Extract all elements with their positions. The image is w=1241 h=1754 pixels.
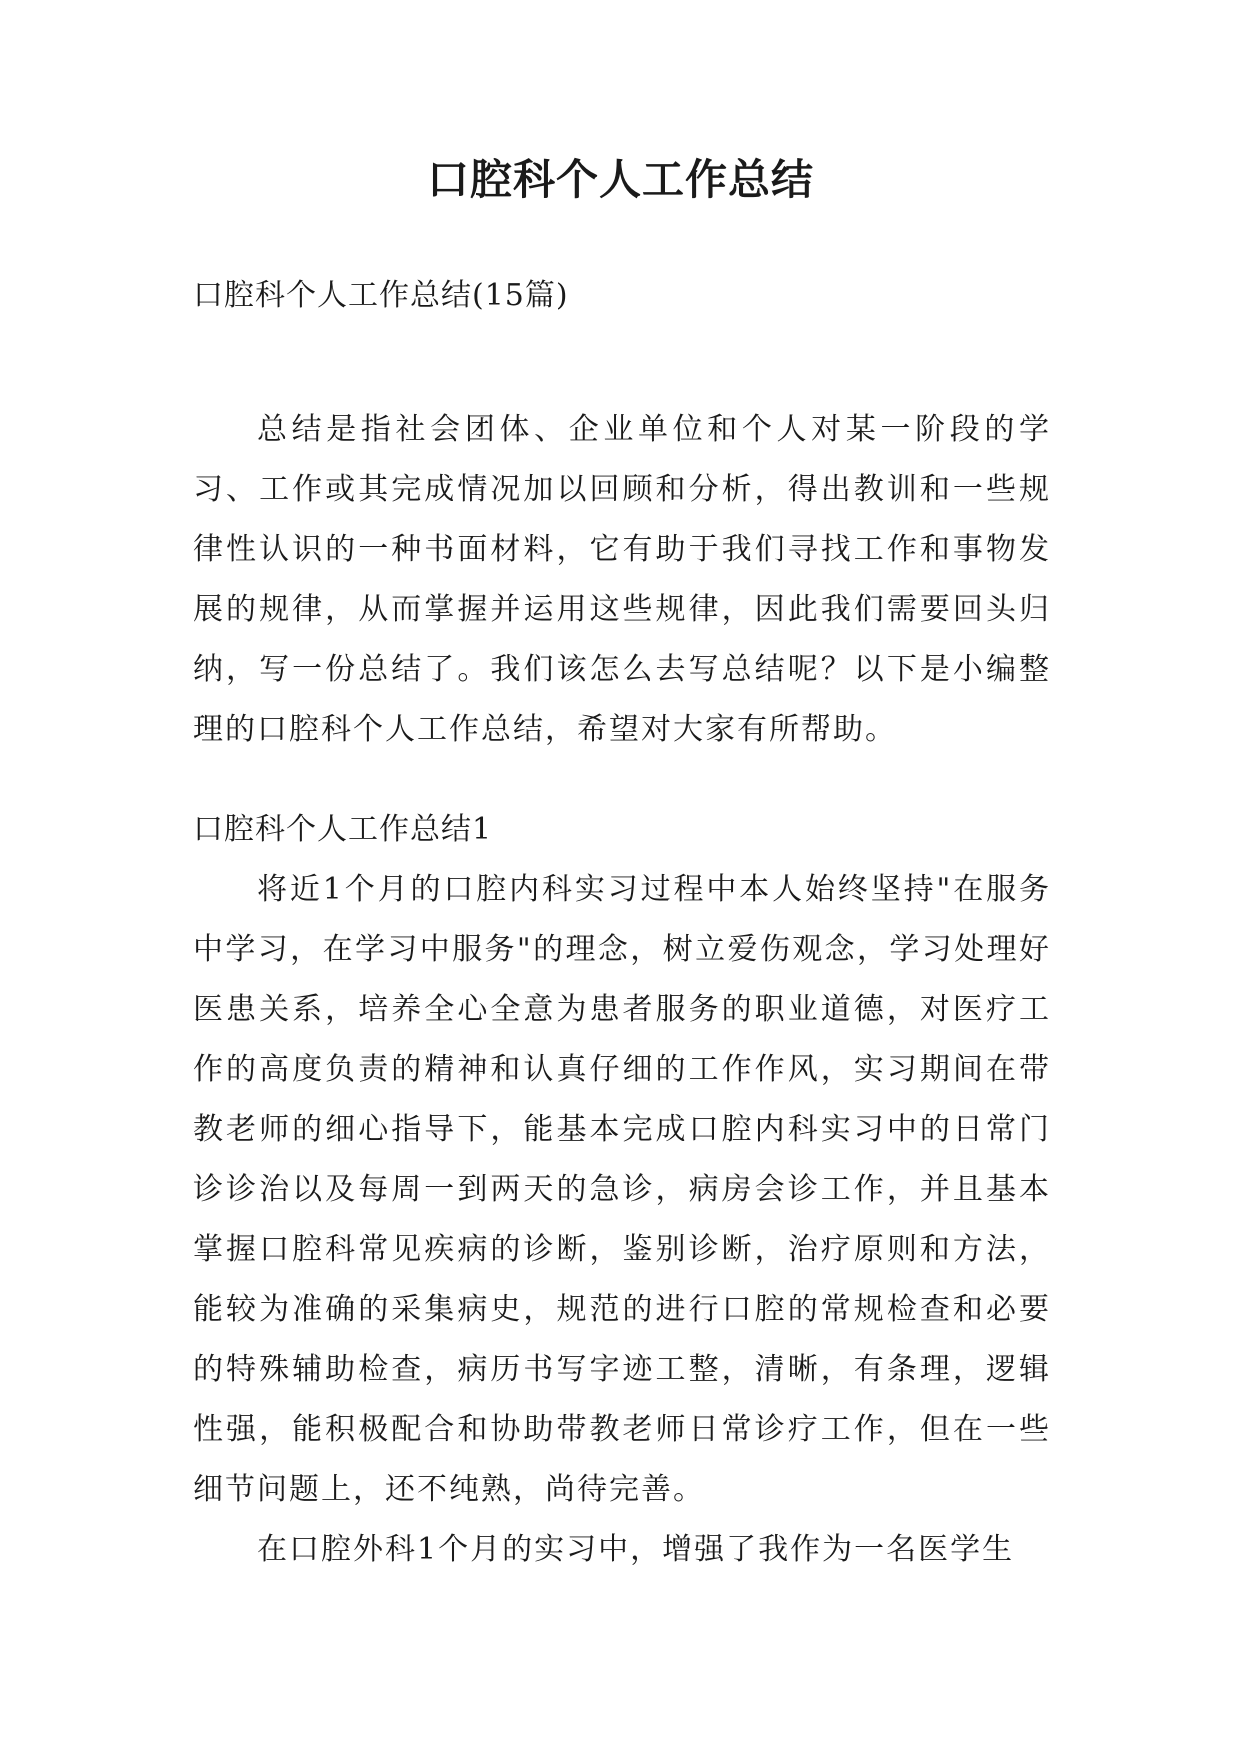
document-subtitle: 口腔科个人工作总结(15篇)	[193, 278, 569, 313]
document-title: 口腔科个人工作总结	[426, 155, 814, 204]
section-heading: 口腔科个人工作总结1	[193, 812, 493, 847]
intro-paragraph: 总结是指社会团体、企业单位和个人对某一阶段的学习、工作或其完成情况加以回顾和分析，得出教训和一些规律性认识的一种书面材料，它有助于我们寻找工作和事物发展的规律，从而掌握并运用这些规律，因此我们需要回头归纳，写一份总结了。我们该怎么去写总结呢？以下是小编整理的口腔科个人工作总结，希望对大家有所帮助。	[193, 412, 1051, 747]
body-paragraph: 将近1个月的口腔内科实习过程中本人始终坚持"在服务中学习，在学习中服务"的理念，树立爱伤观念，学习处理好医患关系，培养全心全意为患者服务的职业道德，对医疗工作的高度负责的精神和认真仔细的工作作风，实习期间在带教老师的细心指导下，能基本完成口腔内科实习中的日常门诊诊治以及每周一到两天的急诊，病房会诊工作，并且基本掌握口腔科常见疾病的诊断，鉴别诊断，治疗原则和方法，能较为准确的采集病史，规范的进行口腔的常规检查和必要的特殊辅助检查，病历书写字迹工整，清晰，有条理，逻辑性强，能积极配合和协助带教老师日常诊疗工作，但在一些细节问题上，还不纯熟，尚待完善。	[193, 872, 1051, 1507]
body-paragraph: 在口腔外科1个月的实习中，增强了我作为一名医学生	[257, 1532, 1015, 1567]
